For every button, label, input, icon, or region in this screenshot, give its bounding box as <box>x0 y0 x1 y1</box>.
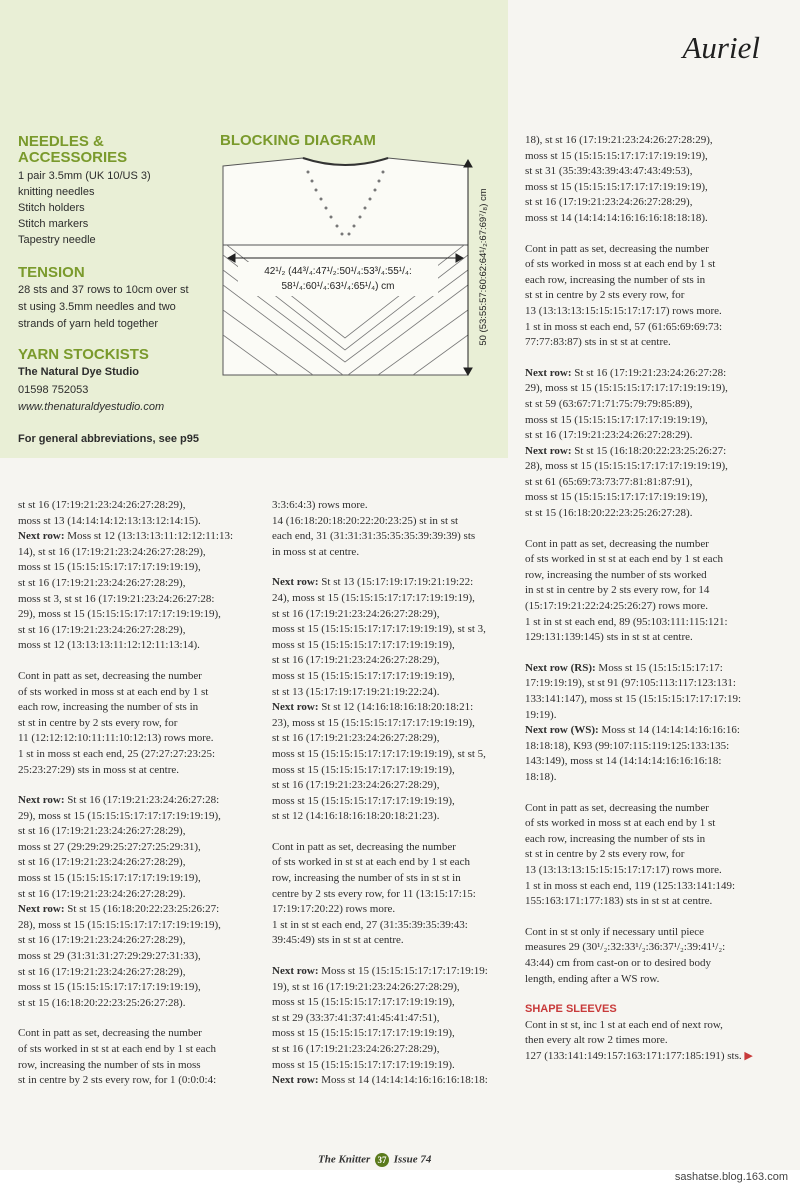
pattern-line: moss st 15 (15:15:15:17:17:17:19:19:19), <box>525 180 708 193</box>
row-label: Next row: <box>18 903 65 916</box>
pattern-line: measures 29 (30¹/₂:32:33¹/₂:36:37¹/₂:39:41¹/₂: <box>525 941 726 954</box>
pattern-line: 17:19:17:20:22) rows more. <box>272 903 396 916</box>
pattern-line: moss st 15 (15:15:15:17:17:17:19:19:19), <box>18 981 201 994</box>
pattern-line: 19:19). <box>525 708 557 721</box>
pattern-line: 143:149), moss st 14 (14:14:14:16:16:16:18: <box>525 755 722 768</box>
pattern-line: moss st 15 (15:15:15:17:17:17:19:19:19), <box>272 669 455 682</box>
pattern-line: of sts worked in st st at each end by 1 st each <box>525 553 723 566</box>
tension-line: 28 sts and 37 rows to 10cm over st <box>18 284 189 296</box>
pattern-line: 23), moss st 15 (15:15:15:17:17:17:19:19:19), <box>272 716 475 729</box>
magazine-name: The Knitter <box>318 1153 371 1166</box>
pattern-line: Next row: St st 15 (16:18:20:22:23:25:26:27: <box>525 444 727 457</box>
pattern-line: 28), moss st 15 (15:15:15:17:17:17:19:19:19), <box>18 918 221 931</box>
pattern-line: each end, 31 (31:31:31:35:35:35:39:39:39) sts <box>272 530 476 543</box>
row-label: Next row: <box>525 444 572 457</box>
needles-item: Stitch holders <box>18 202 85 214</box>
pattern-line: in moss st at centre. <box>272 545 360 558</box>
pattern-line: st st in centre by 2 sts every row, for <box>525 289 685 302</box>
pattern-column-1 <box>18 498 233 1089</box>
page-number: 37 <box>375 1153 389 1167</box>
pattern-line: st st 16 (17:19:21:23:24:26:27:28:29), <box>18 856 186 869</box>
pattern-line: 133:141:147), moss st 15 (15:15:15:17:17:17:19: <box>525 693 742 705</box>
stockist-phone: 01598 752053 <box>18 384 89 396</box>
pattern-line: 77:77:83:87) sts in st st at centre. <box>525 336 671 349</box>
pattern-line: st st 29 (33:37:41:37:41:45:41:47:51), <box>272 1011 440 1024</box>
paragraph-gap <box>525 351 753 366</box>
row-label: Next row: <box>272 701 319 714</box>
pattern-line: Cont in patt as set, decreasing the number <box>525 242 709 255</box>
pattern-line: st st 59 (63:67:71:71:75:79:79:85:89), <box>525 397 693 410</box>
pattern-line: moss st 15 (15:15:15:17:17:17:19:19:19), st st 3, <box>272 623 486 636</box>
tension-line: strands of yarn held together <box>18 318 159 330</box>
paragraph-gap <box>525 987 753 1002</box>
pattern-line: st st 16 (17:19:21:23:24:26:27:28:29), <box>18 934 186 947</box>
row-label: Next row: <box>18 794 65 807</box>
pattern-line: 29), moss st 15 (15:15:15:17:17:17:19:19:19), <box>525 382 728 395</box>
row-label: Next row (RS): <box>525 661 596 674</box>
pattern-line: 24), moss st 15 (15:15:15:17:17:17:19:19:19), <box>272 591 475 604</box>
pattern-line: 1 st in st st each end, 89 (95:103:111:115:121: <box>525 615 728 628</box>
issue-number: Issue 74 <box>393 1153 432 1166</box>
pattern-column-3 <box>525 133 753 1064</box>
pattern-line: 18:18:18), K93 (99:107:115:119:125:133:135: <box>525 739 730 752</box>
pattern-line: moss st 3, st st 16 (17:19:21:23:24:26:27:28: <box>18 592 215 605</box>
row-label: Next row: <box>272 965 319 978</box>
pattern-line: length, ending after a WS row. <box>525 972 660 985</box>
pattern-line: each row, increasing the number of sts in <box>525 832 706 845</box>
tension-line: st using 3.5mm needles and two <box>18 301 176 313</box>
pattern-column-2 <box>272 498 488 1089</box>
pattern-line: 14), st st 16 (17:19:21:23:24:26:27:28:29), <box>18 545 206 558</box>
pattern-line: each row, increasing the number of sts in <box>525 273 706 286</box>
pattern-line: st st 16 (17:19:21:23:24:26:27:28:29), <box>272 654 440 667</box>
pattern-line: of sts worked in moss st at each end by 1 st <box>525 817 716 830</box>
pattern-line: 39:45:49) sts in st st at centre. <box>272 934 404 947</box>
paragraph-gap <box>18 1011 233 1026</box>
pattern-line: moss st 27 (29:29:29:25:27:27:25:29:31), <box>18 840 201 853</box>
pattern-line: st st in centre by 2 sts every row, for <box>18 716 178 729</box>
pattern-line: moss st 15 (15:15:15:17:17:17:19:19:19), <box>272 638 455 651</box>
row-label: Next row: <box>272 1074 319 1087</box>
pattern-line: Cont in st st, inc 1 st at each end of next row, <box>525 1018 723 1031</box>
pattern-line: moss st 15 (15:15:15:17:17:17:19:19:19), <box>525 149 708 162</box>
pattern-line: Next row: St st 13 (15:17:19:17:19:21:19:22: <box>272 576 474 589</box>
paragraph-gap <box>18 778 233 793</box>
pattern-line: 1 st in moss st each end, 119 (125:133:141:149: <box>525 879 736 892</box>
shape-sleeves-heading: SHAPE SLEEVES <box>525 1003 617 1016</box>
pattern-line: st st 16 (17:19:21:23:24:26:27:28:29), <box>272 732 440 745</box>
width-label-line2: 58¹/₄:60¹/₄:63¹/₄:65¹/₄) cm <box>281 281 395 292</box>
diagram-title: BLOCKING DIAGRAM <box>220 132 376 149</box>
pattern-line: 28), moss st 15 (15:15:15:17:17:17:19:19:19), <box>525 460 728 473</box>
pattern-line: Cont in patt as set, decreasing the number <box>272 840 456 853</box>
pattern-line: moss st 15 (15:15:15:17:17:17:19:19:19), <box>18 872 201 885</box>
paragraph-gap <box>525 522 753 537</box>
pattern-line: of sts worked in st st at each end by 1 st each <box>272 856 470 869</box>
pattern-line: st st 16 (17:19:21:23:24:26:27:28:29), <box>525 196 693 209</box>
pattern-line: moss st 15 (15:15:15:17:17:17:19:19:19), <box>272 763 455 776</box>
pattern-line: 1 st in st st each end, 27 (31:35:39:35:39:43: <box>272 918 468 931</box>
pattern-line: centre by 2 sts every row, for 11 (13:15:17:15: <box>272 887 476 900</box>
abbreviations-note: For general abbreviations, see p95 <box>18 433 199 445</box>
blocking-diagram <box>218 150 508 385</box>
paragraph-gap <box>525 646 753 661</box>
pattern-line: 19), st st 16 (17:19:21:23:24:26:27:28:29), <box>272 980 460 993</box>
pattern-line: st st 16 (17:19:21:23:24:26:27:28:29), <box>18 623 186 636</box>
row-label: Next row (WS): <box>525 724 599 737</box>
pattern-line: Next row: Moss st 15 (15:15:15:17:17:17:19:19: <box>272 965 488 978</box>
pattern-line: moss st 15 (15:15:15:17:17:17:19:19:19), st st 5, <box>272 747 486 760</box>
paragraph-gap <box>272 949 488 964</box>
pattern-line: 43:44) cm from cast-on or to desired body <box>525 956 712 969</box>
paragraph-gap <box>272 560 488 575</box>
pattern-line: Next row (WS): Moss st 14 (14:14:14:16:16:16: <box>525 724 740 737</box>
pattern-line: 155:163:171:177:183) sts in st st at centre. <box>525 895 713 908</box>
pattern-line: moss st 15 (15:15:15:17:17:17:19:19:19), <box>272 996 455 1009</box>
pattern-line: Next row: Moss st 14 (14:14:14:16:16:16:18:18: <box>272 1074 488 1087</box>
pattern-line: each row, increasing the number of sts in <box>18 701 199 714</box>
paragraph-gap <box>525 910 753 925</box>
stockists-heading: YARN STOCKISTS <box>18 346 149 363</box>
pattern-line: st st 16 (17:19:21:23:24:26:27:28:29). <box>18 887 186 900</box>
pattern-line: moss st 13 (14:14:14:12:13:13:12:14:15). <box>18 514 201 527</box>
pattern-line: st st in centre by 2 sts every row, for <box>525 848 685 861</box>
pattern-line: 17:19:19:19), st st 91 (97:105:113:117:123:131: <box>525 677 736 690</box>
pattern-line: of sts worked in moss st at each end by 1 st <box>525 258 716 271</box>
pattern-line: row, increasing the number of sts worked <box>525 568 707 581</box>
pattern-line: moss st 15 (15:15:15:17:17:17:19:19:19), <box>525 413 708 426</box>
pattern-line: Next row: St st 16 (17:19:21:23:24:26:27:28: <box>525 366 727 379</box>
pattern-line: moss st 15 (15:15:15:17:17:17:19:19:19). <box>272 1058 455 1071</box>
row-label: Next row: <box>272 576 319 589</box>
pattern-line: moss st 14 (14:14:14:16:16:16:18:18:18). <box>525 211 708 224</box>
credit-text: sashatse.blog.163.com <box>674 1171 788 1183</box>
row-label: Next row: <box>18 530 65 543</box>
pattern-line: 1 st in moss st each end, 57 (61:65:69:69:73: <box>525 320 723 333</box>
continue-arrow-icon: ▶ <box>741 1049 753 1062</box>
pattern-line: 13 (13:13:13:15:15:15:17:17:17) rows more. <box>525 863 722 876</box>
pattern-line: 29), moss st 15 (15:15:15:17:17:17:19:19:19), <box>18 809 221 822</box>
pattern-line: 25:23:27:29) sts in moss st at centre. <box>18 763 180 776</box>
pattern-line: st st 12 (14:16:18:16:18:20:18:21:23). <box>272 810 440 823</box>
pattern-line: 129:131:139:145) sts in st st at centre. <box>525 631 693 644</box>
pattern-line: in st st in centre by 2 sts every row, for 14 <box>525 584 710 597</box>
pattern-line: 3:3:6:4:3) rows more. <box>272 499 368 511</box>
pattern-line: row, increasing the number of sts in moss <box>18 1058 201 1071</box>
pattern-line: st st 31 (35:39:43:39:43:47:43:49:53), <box>525 165 693 178</box>
pattern-line: st st 16 (17:19:21:23:24:26:27:28:29), <box>18 499 186 511</box>
pattern-line: Cont in patt as set, decreasing the number <box>525 537 709 550</box>
needles-heading <box>18 134 127 166</box>
needles-heading-line1: NEEDLES & <box>18 133 104 150</box>
pattern-line: Next row (RS): Moss st 15 (15:15:15:17:17: <box>525 661 723 674</box>
pattern-line: Cont in patt as set, decreasing the number <box>525 801 709 814</box>
stockist-name: The Natural Dye Studio <box>18 366 140 378</box>
pattern-line: of sts worked in moss st at each end by 1 st <box>18 685 209 698</box>
footer <box>318 1153 431 1167</box>
pattern-line: Next row: St st 16 (17:19:21:23:24:26:27:28: <box>18 794 220 807</box>
pattern-line: Next row: St st 15 (16:18:20:22:23:25:26:27: <box>18 903 220 916</box>
pattern-line: moss st 15 (15:15:15:17:17:17:19:19:19), <box>525 491 708 504</box>
pattern-line: st st 16 (17:19:21:23:24:26:27:28:29), <box>272 779 440 792</box>
pattern-line: 14 (16:18:20:18:20:22:20:23:25) st in st st <box>272 514 459 527</box>
pattern-line: Next row: St st 12 (14:16:18:16:18:20:18:21: <box>272 701 474 714</box>
pattern-line: st st 16 (17:19:21:23:24:26:27:28:29), <box>18 825 186 838</box>
credit-bar <box>0 1170 800 1186</box>
pattern-line: st st 13 (15:17:19:17:19:21:19:22:24). <box>272 685 440 698</box>
pattern-line: st st 16 (17:19:21:23:24:26:27:28:29), <box>272 1043 440 1055</box>
tension-heading: TENSION <box>18 264 85 281</box>
paragraph-gap <box>272 825 488 840</box>
row-label: Next row: <box>525 366 572 379</box>
pattern-line: Cont in patt as set, decreasing the number <box>18 1027 202 1040</box>
page-title: Auriel <box>682 30 760 65</box>
width-label-line1: 42¹/₂ (44³/₄:47¹/₂:50¹/₄:53³/₄:55¹/₄: <box>264 266 412 277</box>
pattern-line: 18:18). <box>525 770 557 783</box>
paragraph-gap <box>18 654 233 669</box>
pattern-line: 127 (133:141:149:157:163:171:177:185:191) sts. ▶ <box>525 1049 753 1062</box>
pattern-line: 13 (13:13:13:15:15:15:17:17:17) rows more. <box>525 304 722 317</box>
stockist-url[interactable]: www.thenaturaldyestudio.com <box>18 401 165 413</box>
needles-item: Tapestry needle <box>18 234 96 246</box>
pattern-line: of sts worked in st st at each end by 1 st each <box>18 1043 216 1055</box>
height-label: 50 (53:55:57:60:62:64¹/₂:67:69⁷/₈) cm <box>478 188 489 346</box>
pattern-line: moss st 29 (31:31:31:27:29:29:27:31:33), <box>18 950 201 963</box>
pattern-line: moss st 12 (13:13:13:11:12:12:11:13:14). <box>18 639 200 652</box>
pattern-line: st st 16 (17:19:21:23:24:26:27:28:29), <box>272 607 440 620</box>
pattern-line: st st 16 (17:19:21:23:24:26:27:28:29), <box>18 965 186 978</box>
paragraph-gap <box>525 227 753 242</box>
pattern-line: Cont in st st only if necessary until piece <box>525 925 705 938</box>
paragraph-gap <box>525 786 753 801</box>
pattern-line: 29), moss st 15 (15:15:15:17:17:17:19:19:19), <box>18 608 221 621</box>
pattern-line: st in centre by 2 sts every row, for 1 (0:0:0:4: <box>18 1074 217 1087</box>
pattern-line: row, increasing the number of sts in st st in <box>272 872 461 885</box>
pattern-line: moss st 15 (15:15:15:17:17:17:19:19:19), <box>272 1027 455 1040</box>
pattern-line: st st 16 (17:19:21:23:24:26:27:28:29). <box>525 429 693 442</box>
needles-item: 1 pair 3.5mm (UK 10/US 3) <box>18 170 151 182</box>
pattern-line: 11 (12:12:12:10:11:11:10:12:13) rows more. <box>18 732 214 745</box>
pattern-line: 18), st st 16 (17:19:21:23:24:26:27:28:29), <box>525 134 713 146</box>
pattern-line: moss st 15 (15:15:15:17:17:17:19:19:19), <box>272 794 455 807</box>
pattern-line: (15:17:19:21:22:24:25:26:27) rows more. <box>525 600 709 613</box>
pattern-line: st st 15 (16:18:20:22:23:25:26:27:28). <box>525 507 693 520</box>
needles-item: knitting needles <box>18 186 95 198</box>
pattern-line: Next row: Moss st 12 (13:13:13:11:12:12:11:13: <box>18 530 234 543</box>
pattern-line: st st 15 (16:18:20:22:23:25:26:27:28). <box>18 996 186 1009</box>
needles-item: Stitch markers <box>18 218 89 230</box>
pattern-line: st st 16 (17:19:21:23:24:26:27:28:29), <box>18 576 186 589</box>
info-panel <box>0 0 508 458</box>
pattern-line: then every alt row 2 times more. <box>525 1034 668 1047</box>
pattern-line: Cont in patt as set, decreasing the number <box>18 669 202 682</box>
needles-heading-line2: ACCESSORIES <box>18 149 128 166</box>
pattern-line: moss st 15 (15:15:15:17:17:17:19:19:19), <box>18 561 201 574</box>
pattern-line: 1 st in moss st each end, 25 (27:27:27:23:25: <box>18 747 216 760</box>
pattern-line: st st 61 (65:69:73:73:77:81:81:87:91), <box>525 475 693 488</box>
